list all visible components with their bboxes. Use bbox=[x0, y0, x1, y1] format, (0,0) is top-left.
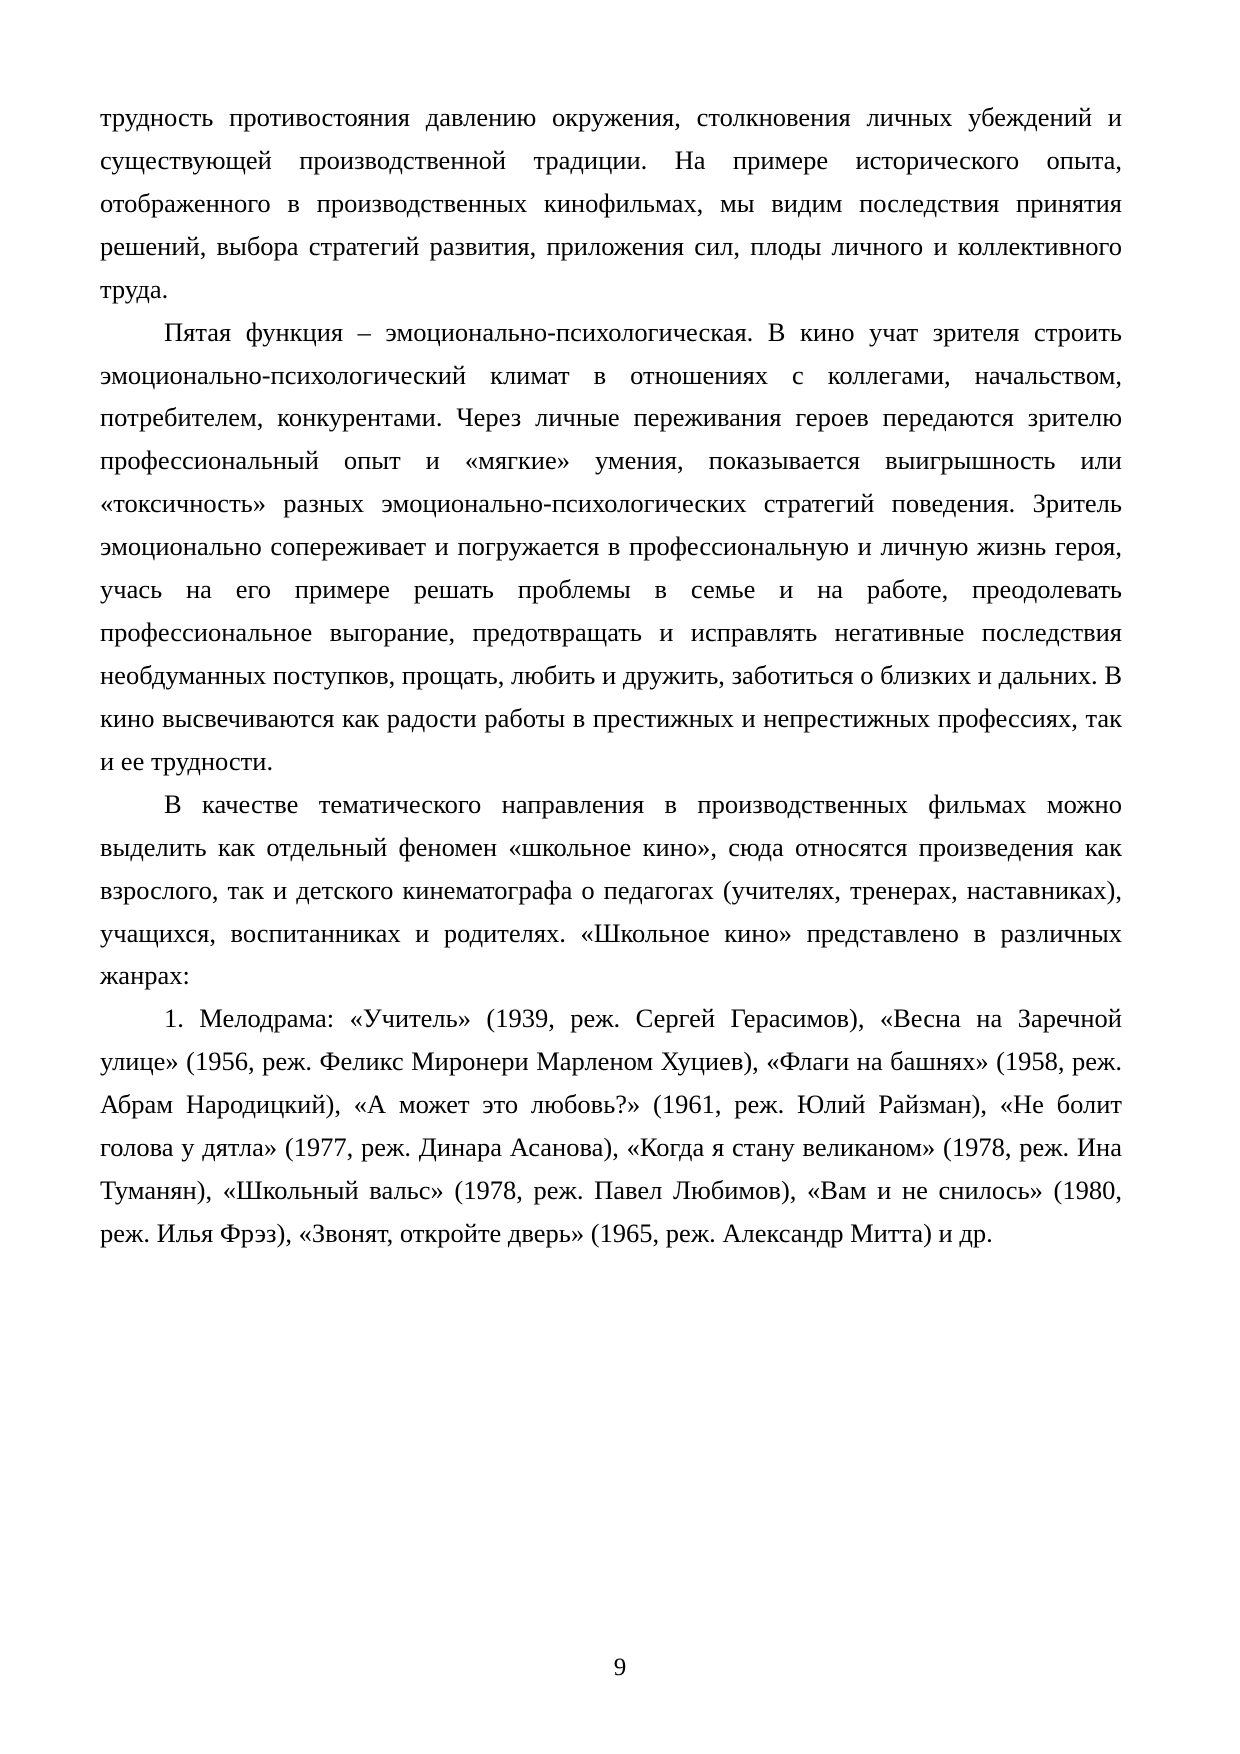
document-body bbox=[100, 96, 1122, 1255]
paragraph-4: 1. Мелодрама: «Учитель» (1939, реж. Сергей Герасимов), «Весна на Заречной улице» (1956, реж. Феликс Миронери Марленом Хуциев), «Флаги на башнях» (1958, реж. Абрам Народицкий), «А может это любовь?» (1961, реж. Юлий Райзман), «Не болит голова у дятла» (1977, реж. Динара Асанова), «Когда я стану великаном» (1978, реж. Ина Туманян), «Школьный вальс» (1978, реж. Павел Любимов), «Вам и не снилось» (1980, реж. Илья Фрэз), «Звонят, откройте дверь» (1965, реж. Александр Митта) и др. bbox=[100, 1003, 1122, 1248]
page-number: 9 bbox=[613, 1654, 627, 1681]
paragraph-1: трудность противостояния давлению окружения, столкновения личных убеждений и существующей производственной традиции. На примере исторического опыта, отображенного в производственных кинофильмах, мы видим последствия принятия решений, выбора стратегий развития, приложения сил, плоды личного и коллективного труда. bbox=[100, 102, 1122, 304]
paragraph-2: Пятая функция – эмоционально-психологическая. В кино учат зрителя строить эмоционально-психологический климат в отношениях с коллегами, начальством, потребителем, конкурентами. Через личные переживания героев передаются зрителю профессиональный опыт и «мягкие» умения, показывается выигрышность или «токсичность» разных эмоционально-психологических стратегий поведения. Зритель эмоционально сопереживает и погружается в профессиональную и личную жизнь героя, учась на его примере решать проблемы в семье и на работе, преодолевать профессиональное выгорание, предотвращать и исправлять негативные последствия необдуманных поступков, прощать, любить и дружить, заботиться о близких и дальних. В кино высвечиваются как радости работы в престижных и непрестижных профессиях, так и ее трудности. bbox=[100, 316, 1122, 776]
paragraph-3: В качестве тематического направления в производственных фильмах можно выделить как отдельный феномен «школьное кино», сюда относятся произведения как взрослого, так и детского кинематографа о педагогах (учителях, тренерах, наставниках), учащихся, воспитанниках и родителях. «Школьное кино» представлено в различных жанрах: bbox=[100, 788, 1122, 991]
